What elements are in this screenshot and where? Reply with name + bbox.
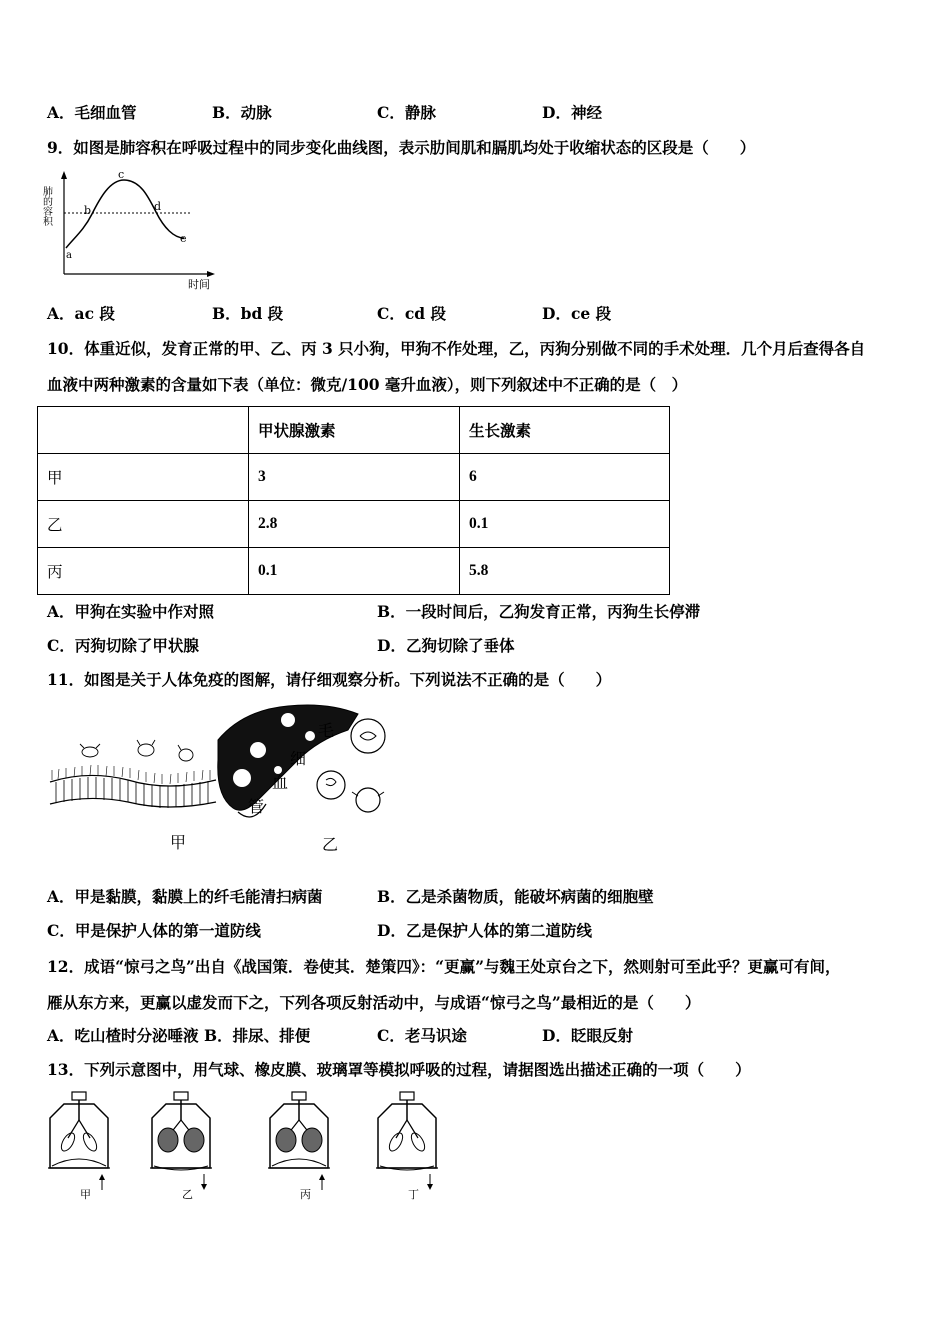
q10-option-a: A．甲狗在实验中作对照	[47, 602, 215, 621]
vessel-char-mao: 毛	[318, 721, 335, 740]
q8-option-a: A．毛细血管	[47, 103, 137, 122]
q13-bell-jar-figure	[44, 1090, 444, 1202]
q9-point-b: b	[84, 204, 92, 217]
q13-label-ding: 丁	[408, 1188, 419, 1201]
table-cell: 6	[460, 454, 670, 501]
table-row-label: 丙	[38, 548, 249, 595]
q10-option-b: B．一段时间后，乙狗发育正常，丙狗生长停滞	[377, 602, 701, 621]
vessel-char-xue: 血	[272, 773, 289, 792]
q10-option-c: C．丙狗切除了甲状腺	[47, 636, 199, 655]
q13-label-yi: 乙	[182, 1188, 193, 1201]
table-header-row	[38, 407, 670, 454]
table-row-label: 甲	[38, 454, 249, 501]
table-header-cell: 甲状腺激素	[249, 407, 460, 454]
table-row	[38, 548, 670, 595]
q9-ylabel-text: 肺的容积	[40, 186, 52, 226]
q11-option-a: A．甲是黏膜，黏膜上的纤毛能清扫病菌	[47, 887, 323, 906]
q13-label-jia: 甲	[80, 1188, 91, 1201]
q9-option-d: D．ce 段	[542, 304, 612, 323]
q11-option-c: C．甲是保护人体的第一道防线	[47, 921, 261, 940]
table-cell: 0.1	[460, 501, 670, 548]
q11-label-jia: 甲	[170, 833, 187, 852]
q9-point-d: d	[154, 200, 162, 213]
q9-point-e: e	[180, 232, 187, 245]
q9-point-a: a	[66, 250, 72, 261]
q12-option-c: C．老马识途	[377, 1026, 467, 1045]
q8-option-d: D．神经	[542, 103, 602, 122]
q12-stem-line1: 12．成语“惊弓之鸟”出自《战国策．卷使其．楚策四》：“更赢”与魏王处京台之下，然则射可至此乎？更赢可有间，	[47, 957, 841, 976]
q11-label-yi: 乙	[322, 835, 339, 854]
q9-option-c: C．cd 段	[377, 304, 447, 323]
table-cell: 3	[249, 454, 460, 501]
jar-ding	[376, 1092, 438, 1190]
q8-option-b: B．动脉	[212, 103, 272, 122]
table-header-cell	[38, 407, 249, 454]
q10-hormone-table	[37, 406, 670, 595]
q9-stem: 9．如图是肺容积在呼吸过程中的同步变化曲线图，表示肋间肌和膈肌均处于收缩状态的区段是（ ）	[47, 138, 756, 157]
table-row-label: 乙	[38, 501, 249, 548]
q9-option-b: B．bd 段	[212, 304, 284, 323]
mucosa-illustration	[50, 740, 216, 808]
q9-option-a: A．ac 段	[47, 304, 115, 323]
q9-lung-volume-figure	[42, 168, 222, 293]
table-cell: 5.8	[460, 548, 670, 595]
q13-label-bing: 丙	[300, 1188, 311, 1201]
q9-xlabel: 时间	[188, 278, 210, 291]
vessel-char-xi: 细	[290, 749, 307, 768]
q10-stem-line2: 血液中两种激素的含量如下表（单位：微克/100 毫升血液），则下列叙述中不正确的是（ ）	[47, 375, 688, 394]
q12-option-b: B．排尿、排便	[204, 1026, 311, 1045]
q11-immunity-figure	[48, 700, 393, 860]
jar-bing	[268, 1092, 330, 1190]
jar-yi	[150, 1092, 212, 1190]
q13-stem: 13．下列示意图中，用气球、橡皮膜、玻璃罩等模拟呼吸的过程，请据图选出描述正确的一项（ ）	[47, 1060, 751, 1079]
q9-ylabel	[41, 185, 53, 227]
vessel-char-guan: 管	[248, 797, 265, 816]
table-row	[38, 501, 670, 548]
q9-point-c: c	[118, 168, 125, 181]
q11-stem: 11．如图是关于人体免疫的图解，请仔细观察分析。下列说法不正确的是（ ）	[47, 670, 612, 689]
table-row	[38, 454, 670, 501]
q8-option-c: C．静脉	[377, 103, 436, 122]
q11-option-b: B．乙是杀菌物质，能破坏病菌的细胞壁	[377, 887, 654, 906]
table-header-cell: 生长激素	[460, 407, 670, 454]
q10-stem-line1: 10．体重近似，发育正常的甲、乙、丙 3 只小狗，甲狗不作处理，乙，丙狗分别做不同的手术处理．几个月后查得各自	[47, 339, 866, 358]
q12-option-d: D．眨眼反射	[542, 1026, 633, 1045]
table-cell: 0.1	[249, 548, 460, 595]
table-cell: 2.8	[249, 501, 460, 548]
q10-option-d: D．乙狗切除了垂体	[377, 636, 515, 655]
q11-option-d: D．乙是保护人体的第二道防线	[377, 921, 592, 940]
q12-option-a: A．吃山楂时分泌唾液	[47, 1026, 199, 1045]
jar-jia	[48, 1092, 110, 1190]
q12-stem-line2: 雁从东方来，更赢以虚发而下之，下列各项反射活动中，与成语“惊弓之鸟”最相近的是（ ）	[47, 993, 701, 1012]
